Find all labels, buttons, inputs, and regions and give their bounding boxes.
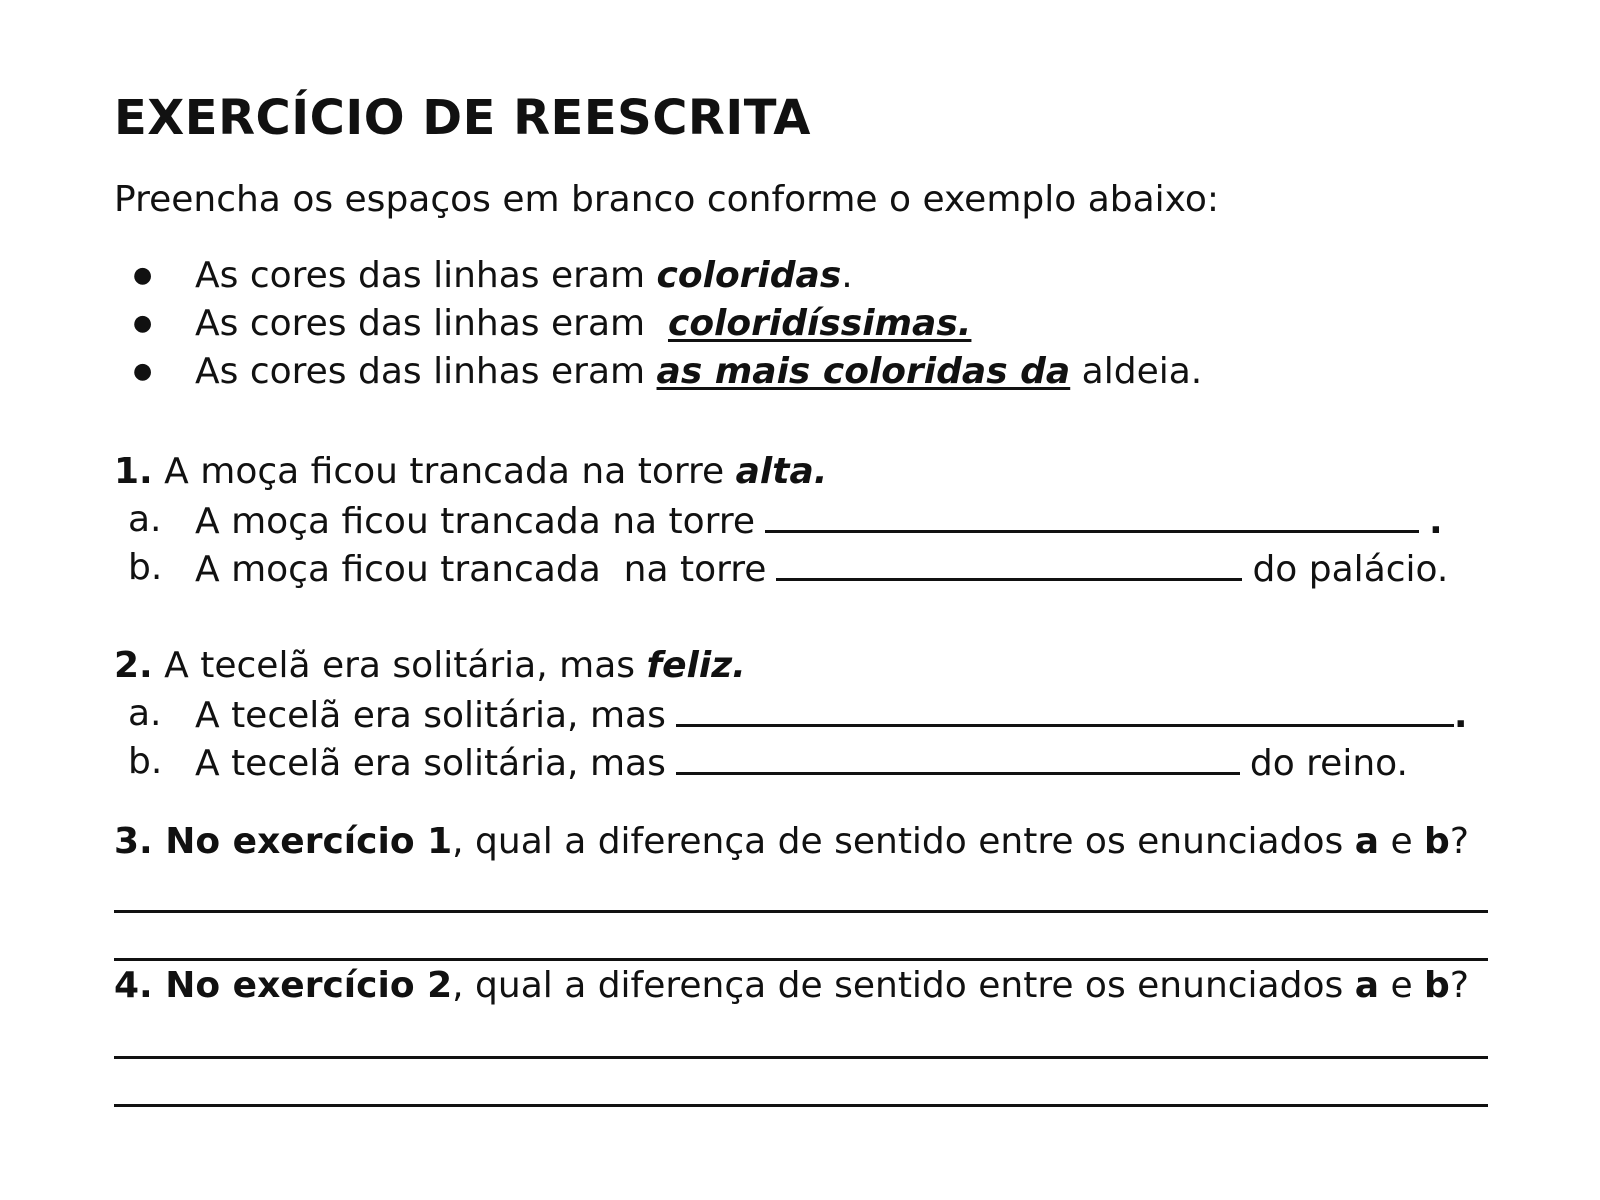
answer-line[interactable]: [114, 1104, 1488, 1107]
example-text: As cores das linhas eram: [195, 255, 657, 296]
question-text: , qual a diferença de sentido entre os enunciados: [452, 965, 1355, 1006]
question-emphasis: feliz.: [646, 645, 746, 686]
question-end: ?: [1449, 965, 1469, 1006]
fill-blank[interactable]: [676, 690, 1454, 727]
statement-b: b: [1424, 821, 1450, 862]
item-suffix: .: [1453, 695, 1468, 736]
question-emphasis: alta.: [735, 451, 828, 492]
fill-blank[interactable]: [765, 496, 1419, 533]
item-marker: a.: [128, 693, 162, 734]
question-3: [114, 818, 1469, 866]
item-text: A moça ficou trancada na torre: [195, 549, 767, 590]
answer-line[interactable]: [114, 958, 1488, 961]
question-2: [114, 642, 746, 690]
question-end: ?: [1449, 821, 1469, 862]
conjunction: e: [1379, 821, 1425, 862]
answer-line[interactable]: [114, 910, 1488, 913]
statement-b: b: [1424, 965, 1450, 1006]
statement-a: a: [1354, 965, 1379, 1006]
page-title: EXERCÍCIO DE REESCRITA: [114, 90, 811, 146]
example-emphasis: as mais coloridas da: [656, 351, 1071, 392]
example-emphasis: coloridas: [656, 255, 842, 296]
bullet-marker: ●: [133, 311, 153, 336]
conjunction: e: [1379, 965, 1425, 1006]
instruction-text: Preencha os espaços em branco conforme o exemplo abaixo:: [114, 179, 1220, 220]
statement-a: a: [1354, 821, 1379, 862]
example-suffix: aldeia.: [1070, 351, 1203, 392]
item-text: A moça ficou trancada na torre: [195, 501, 756, 542]
item-marker: b.: [128, 741, 163, 782]
example-emphasis: coloridíssimas.: [667, 303, 972, 344]
question-number: 1.: [114, 451, 153, 492]
question-number: 2.: [114, 645, 153, 686]
item-suffix: .: [1429, 501, 1443, 542]
bullet-marker: ●: [133, 359, 153, 384]
fill-blank[interactable]: [676, 738, 1240, 775]
item-text: A tecelã era solitária, mas: [195, 743, 666, 784]
item-text: A tecelã era solitária, mas: [195, 695, 666, 736]
fill-blank[interactable]: [776, 544, 1242, 581]
item-suffix: do reino.: [1249, 743, 1408, 784]
item-marker: a.: [128, 499, 162, 540]
bullet-marker: ●: [133, 263, 153, 288]
item-marker: b.: [128, 547, 163, 588]
question-text: A tecelã era solitária, mas: [152, 645, 647, 686]
question-4: [114, 962, 1469, 1010]
question-lead: 4. No exercício 2: [114, 965, 453, 1006]
item-suffix: do palácio.: [1252, 549, 1449, 590]
question-lead: 3. No exercício 1: [114, 821, 453, 862]
example-text: As cores das linhas eram: [195, 303, 668, 344]
question-1: [114, 448, 827, 496]
example-suffix: .: [841, 255, 853, 296]
question-text: , qual a diferença de sentido entre os enunciados: [452, 821, 1355, 862]
example-text: As cores das linhas eram: [195, 351, 657, 392]
question-text: A moça ficou trancada na torre: [152, 451, 736, 492]
answer-line[interactable]: [114, 1056, 1488, 1059]
